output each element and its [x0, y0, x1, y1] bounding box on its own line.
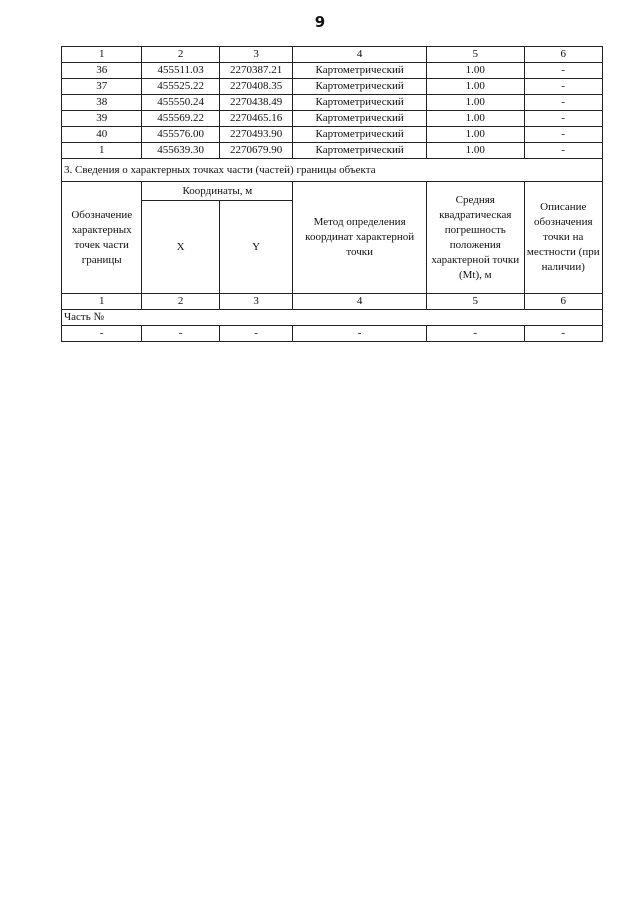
point-number: 37	[62, 79, 142, 95]
header-method: Метод определения координат характерной точки	[293, 182, 427, 294]
coord-x: 455511.03	[142, 63, 219, 79]
empty-cell: -	[219, 326, 292, 342]
coord-y: 2270493.90	[219, 127, 292, 143]
mt-value: 1.00	[427, 63, 525, 79]
col-number: 3	[219, 47, 292, 63]
description: -	[524, 143, 602, 159]
coord-y: 2270408.35	[219, 79, 292, 95]
description: -	[524, 79, 602, 95]
point-number: 38	[62, 95, 142, 111]
header-coordinates: Координаты, м	[142, 182, 293, 201]
method: Картометрический	[293, 111, 427, 127]
coord-y: 2270465.16	[219, 111, 292, 127]
description: -	[524, 127, 602, 143]
coord-x: 455569.22	[142, 111, 219, 127]
coord-y: 2270387.21	[219, 63, 292, 79]
col-number: 5	[427, 47, 525, 63]
section-title-row	[62, 159, 603, 182]
mt-value: 1.00	[427, 127, 525, 143]
empty-cell: -	[524, 326, 602, 342]
mt-value: 1.00	[427, 143, 525, 159]
header-mt: Средняя квадратическая погрешность положения характерной точки (Mt), м	[427, 182, 525, 294]
col-number: 6	[524, 47, 602, 63]
table-row	[62, 111, 603, 127]
mt-value: 1.00	[427, 95, 525, 111]
table-row	[62, 79, 603, 95]
point-number: 40	[62, 127, 142, 143]
column-number-row	[62, 47, 603, 63]
description: -	[524, 63, 602, 79]
description: -	[524, 95, 602, 111]
table-row	[62, 127, 603, 143]
mt-value: 1.00	[427, 79, 525, 95]
method: Картометрический	[293, 95, 427, 111]
coord-x: 455576.00	[142, 127, 219, 143]
section-title: 3. Сведения о характерных точках части (частей) границы объекта	[62, 159, 603, 182]
method: Картометрический	[293, 127, 427, 143]
method: Картометрический	[293, 63, 427, 79]
part-row	[62, 310, 603, 326]
coord-y: 2270438.49	[219, 95, 292, 111]
method: Картометрический	[293, 143, 427, 159]
table-row	[62, 63, 603, 79]
header-y: Y	[219, 201, 292, 294]
header-designation: Обозначение характерных точек части границы	[62, 182, 142, 294]
coord-x: 455639.30	[142, 143, 219, 159]
col-number: 4	[293, 47, 427, 63]
coord-x: 455550.24	[142, 95, 219, 111]
method: Картометрический	[293, 79, 427, 95]
col-number: 1	[62, 47, 142, 63]
part-label: Часть №	[62, 310, 603, 326]
mt-value: 1.00	[427, 111, 525, 127]
col-number: 2	[142, 47, 219, 63]
table-row	[62, 143, 603, 159]
col-number: 5	[427, 294, 525, 310]
point-number: 1	[62, 143, 142, 159]
empty-cell: -	[427, 326, 525, 342]
header-row	[62, 182, 603, 201]
header-description: Описание обозначения точки на местности (при наличии)	[524, 182, 602, 294]
empty-cell: -	[142, 326, 219, 342]
coord-x: 455525.22	[142, 79, 219, 95]
col-number: 4	[293, 294, 427, 310]
empty-cell: -	[293, 326, 427, 342]
column-number-row	[62, 294, 603, 310]
page-number: 9	[314, 13, 326, 31]
point-number: 36	[62, 63, 142, 79]
header-x: X	[142, 201, 219, 294]
table-row	[62, 326, 603, 342]
col-number: 2	[142, 294, 219, 310]
col-number: 6	[524, 294, 602, 310]
empty-cell: -	[62, 326, 142, 342]
coordinates-table	[61, 46, 603, 342]
col-number: 3	[219, 294, 292, 310]
col-number: 1	[62, 294, 142, 310]
coord-y: 2270679.90	[219, 143, 292, 159]
point-number: 39	[62, 111, 142, 127]
description: -	[524, 111, 602, 127]
table-row	[62, 95, 603, 111]
